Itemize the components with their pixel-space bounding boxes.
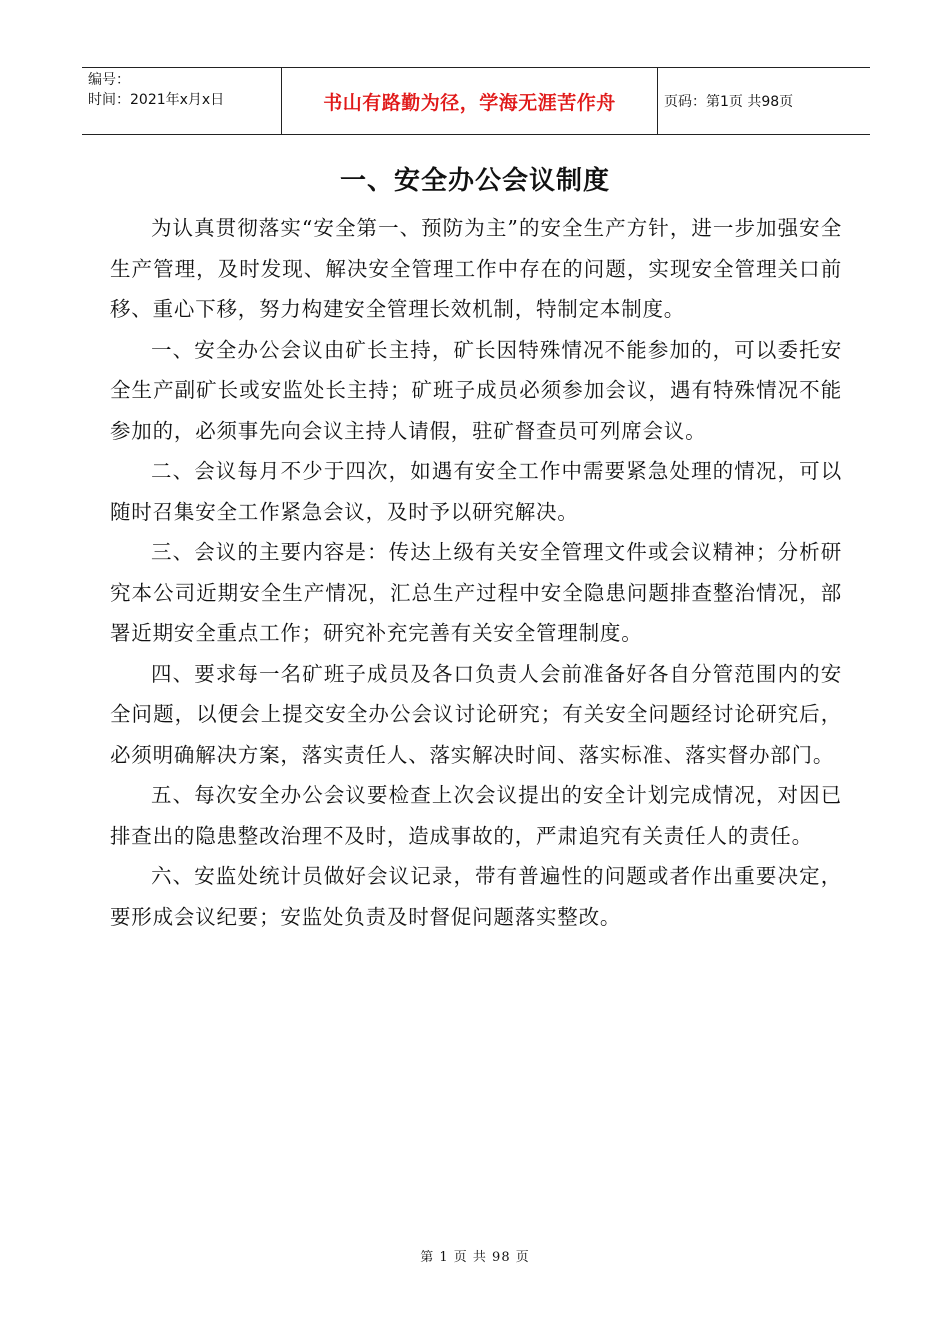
paragraph-2: 二、会议每月不少于四次，如遇有安全工作中需要紧急处理的情况，可以随时召集安全工作紧急会议，及时予以研究解决。: [110, 459, 842, 524]
page-footer: 第 1 页 共 98 页: [420, 1250, 530, 1265]
paragraph-1: 一、安全办公会议由矿长主持，矿长因特殊情况不能参加的，可以委托安全生产副矿长或安监处长主持；矿班子成员必须参加会议，遇有特殊情况不能参加的，必须事先向会议主持人请假，驻矿督查员可列席会议。: [110, 337, 842, 443]
paragraph-4: 四、要求每一名矿班子成员及各口负责人会前准备好各自分管范围内的安全问题，以便会上提交安全办公会议讨论研究；有关安全问题经讨论研究后，必须明确解决方案，落实责任人、落实解决时间、落实标准、落实督办部门。: [110, 661, 842, 767]
paragraph-6: 六、安监处统计员做好会议记录，带有普遍性的问题或者作出重要决定，要形成会议纪要；安监处负责及时督促问题落实整改。: [110, 864, 842, 929]
document-title: 一、安全办公会议制度: [339, 166, 610, 196]
motto-text: 书山有路勤为径，学海无涯苦作舟: [323, 91, 616, 114]
serial-label: 编号：: [88, 72, 130, 88]
document-body: [110, 208, 842, 937]
paragraph-5: 五、每次安全办公会议要检查上次会议提出的安全计划完成情况，对因已排查出的隐患整改治理不及时，造成事故的，严肃追究有关责任人的责任。: [110, 783, 842, 848]
page-info: 页码：第1页 共98页: [664, 94, 794, 110]
page-header: [82, 67, 870, 135]
time-label: 时间：2021年x月x日: [88, 92, 225, 108]
header-motto-cell: [282, 68, 658, 134]
paragraph-3: 三、会议的主要内容是：传达上级有关安全管理文件或会议精神；分析研究本公司近期安全生产情况，汇总生产过程中安全隐患问题排查整治情况，部署近期安全重点工作；研究补充完善有关安全管理制度。: [110, 540, 842, 645]
header-page-cell: [658, 68, 870, 134]
paragraph-intro: 为认真贯彻落实“安全第一、预防为主”的安全生产方针，进一步加强安全生产管理，及时发现、解决安全管理工作中存在的问题，实现安全管理关口前移、重心下移，努力构建安全管理长效机制，特制定本制度。: [110, 216, 842, 321]
header-meta: [82, 68, 282, 134]
